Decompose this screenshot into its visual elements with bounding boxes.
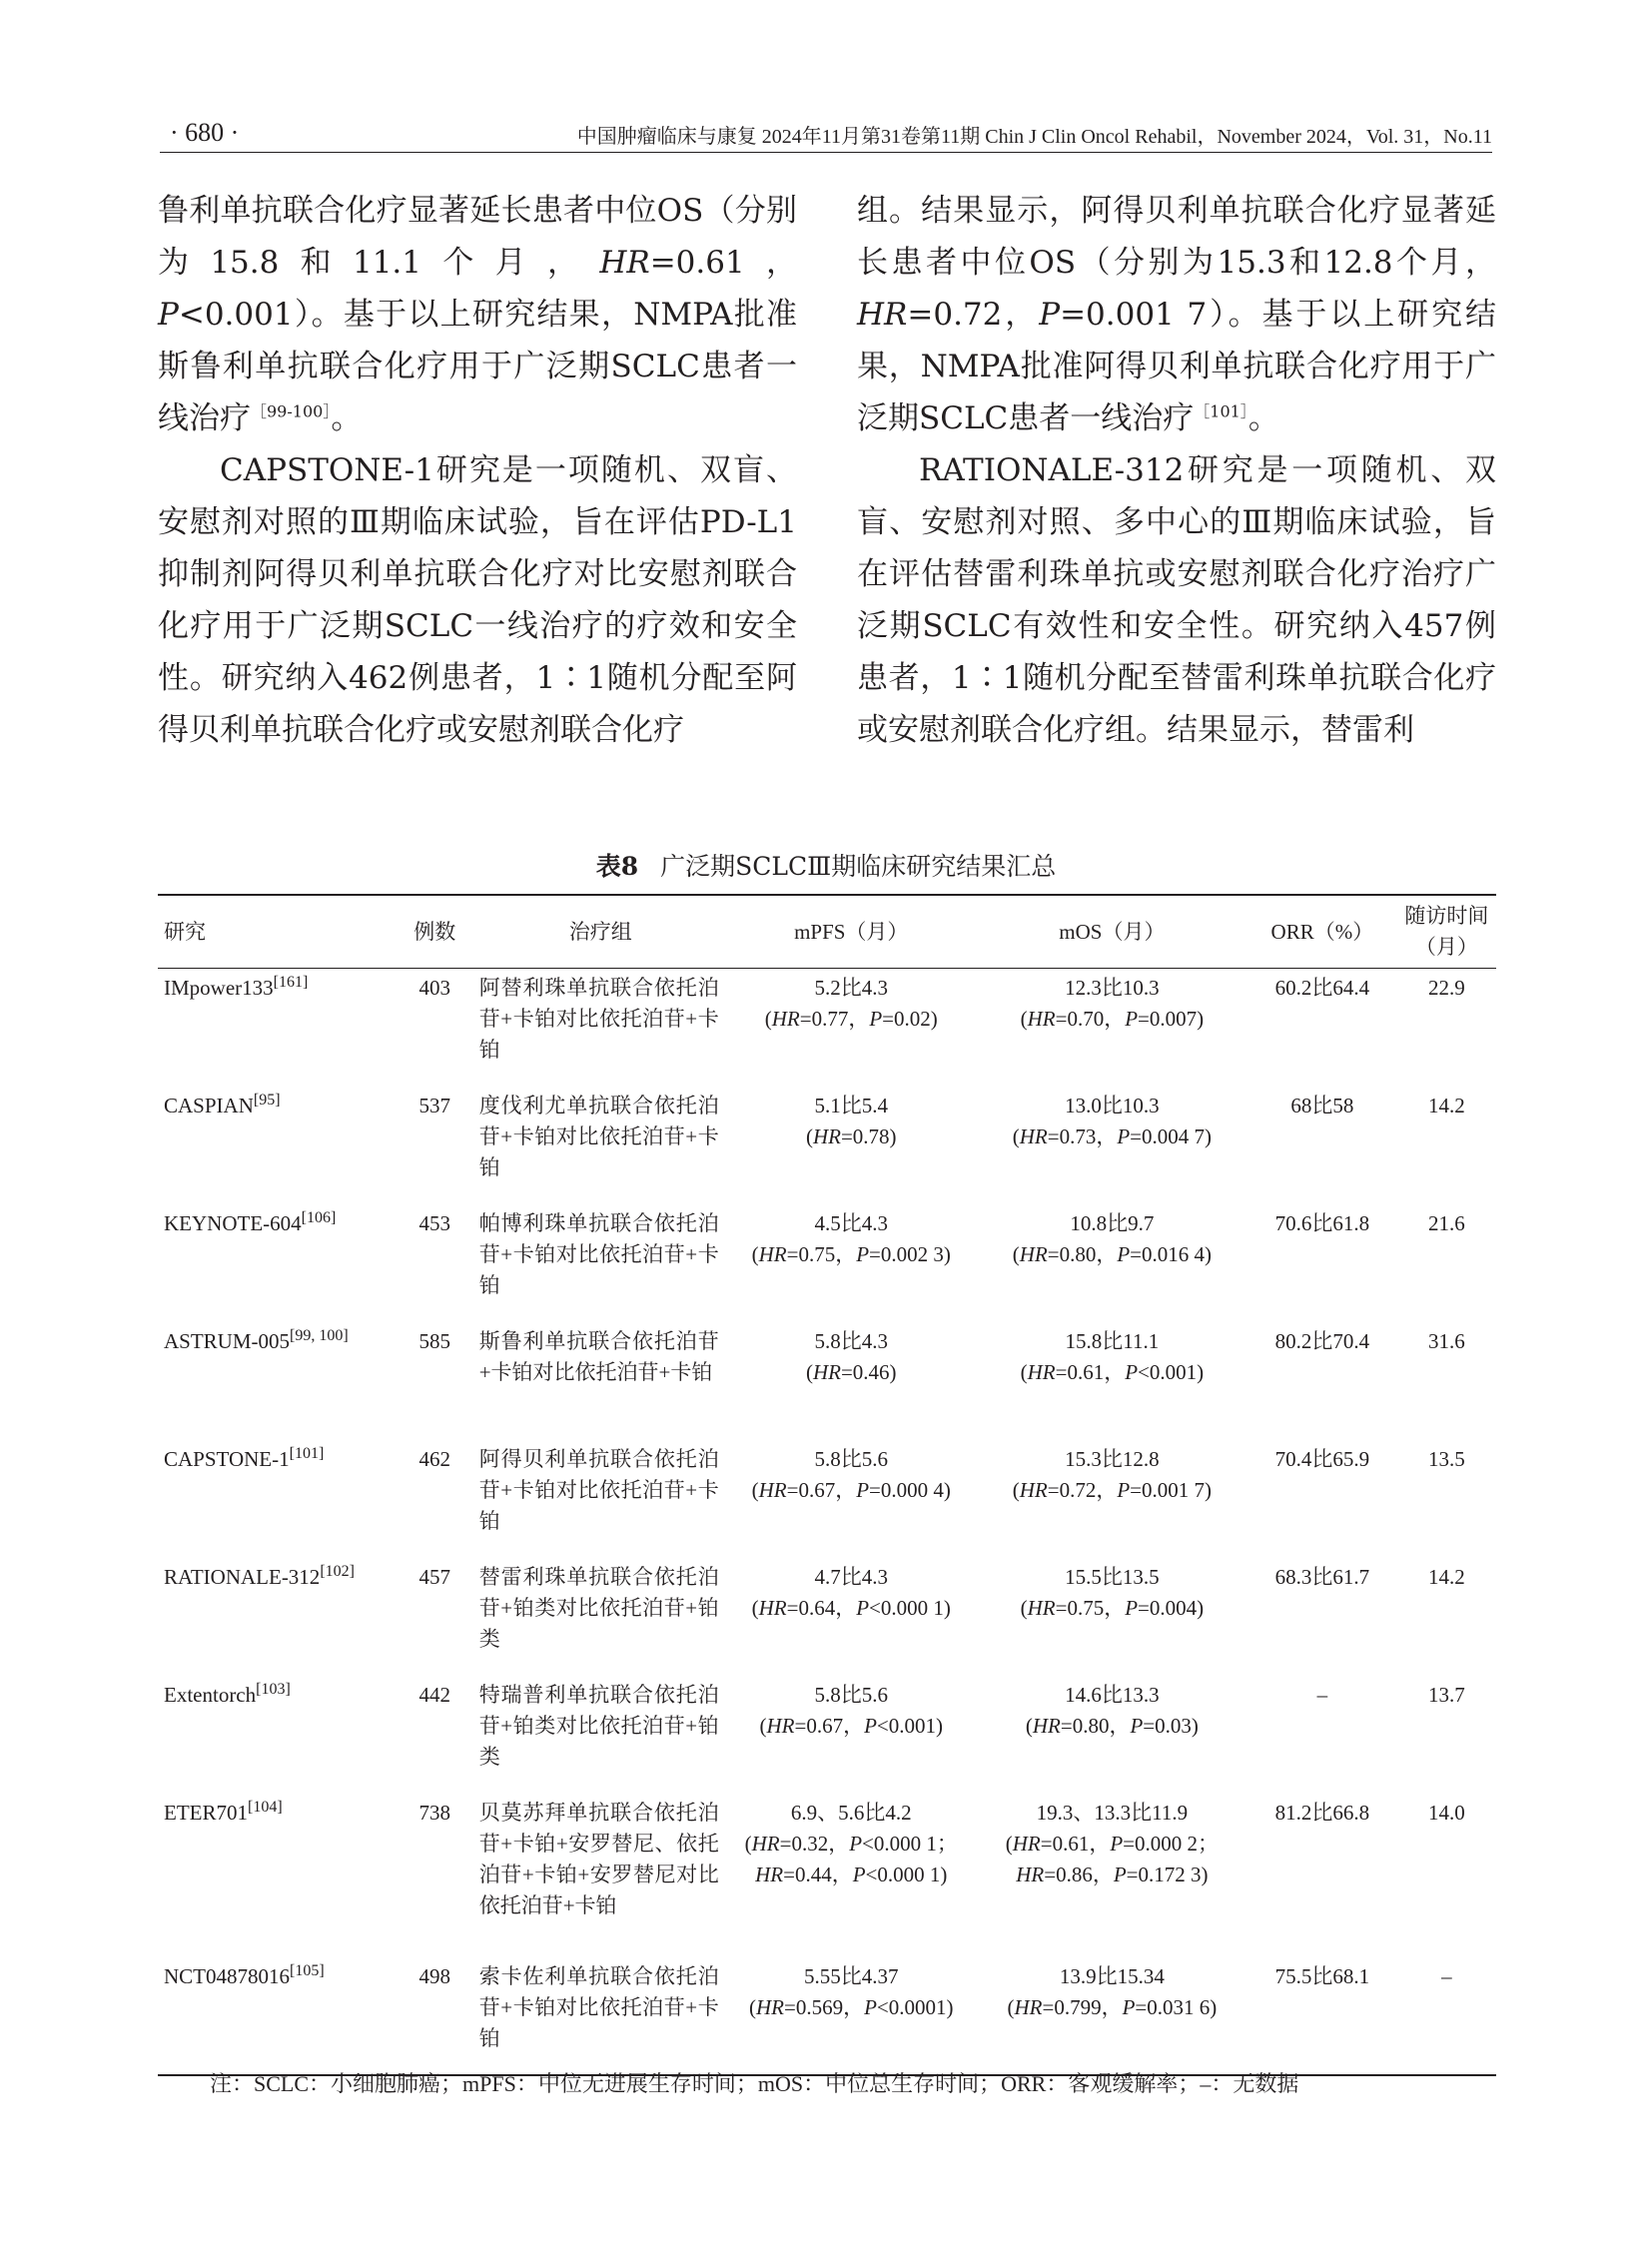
hr-symbol: HR xyxy=(599,245,650,281)
table-row xyxy=(158,969,1496,1087)
cell-followup: 22.9 xyxy=(1428,976,1465,1000)
text-run: =0.72， xyxy=(907,297,1040,333)
citation-ref: ［99-100］ xyxy=(251,401,332,421)
study-ref: [101] xyxy=(289,1444,325,1462)
cell-mpfs xyxy=(726,1794,977,1957)
cell-followup: 31.6 xyxy=(1428,1328,1465,1353)
mpfs-value: 5.1比5.4 xyxy=(814,1093,888,1118)
cell-mos xyxy=(977,1204,1247,1322)
hr-symbol: HR xyxy=(857,297,908,333)
cell-arm xyxy=(469,1322,726,1440)
study-ref: [99, 100] xyxy=(290,1326,349,1344)
cell-n: 738 xyxy=(418,1800,451,1825)
study-name: NCT04878016 xyxy=(164,1963,290,1988)
study-ref: [102] xyxy=(320,1562,355,1580)
cell-study xyxy=(158,1440,401,1558)
mpfs-value: 5.8比4.3 xyxy=(814,1328,888,1353)
arm-text: 特瑞普利单抗联合依托泊苷+铂类对比依托泊苷+铂类 xyxy=(478,1682,719,1769)
table-header-row xyxy=(158,895,1496,969)
study-name: KEYNOTE-604 xyxy=(164,1210,302,1235)
table-title: 广泛期SCLCⅢ期临床研究结果汇总 xyxy=(660,852,1057,881)
table-row xyxy=(158,1087,1496,1204)
study-name: CASPIAN xyxy=(164,1093,254,1118)
arm-text: 斯鲁利单抗联合依托泊苷+卡铂对比依托泊苷+卡铂 xyxy=(478,1328,719,1384)
cell-n: 403 xyxy=(418,976,451,1000)
cell-n: 462 xyxy=(418,1446,451,1471)
study-name: Extentorch xyxy=(164,1682,257,1707)
p-symbol: P xyxy=(158,297,179,333)
mos-value: 19.3、13.3比11.9 xyxy=(1036,1800,1189,1825)
cell-followup: 14.2 xyxy=(1428,1564,1465,1589)
table-caption xyxy=(0,847,1652,883)
mos-stats: (HR=0.70，P=0.007) xyxy=(1020,1007,1205,1031)
arm-text: 替雷利珠单抗联合依托泊苷+铂类对比依托泊苷+铂类 xyxy=(478,1564,719,1651)
study-name: CAPSTONE-1 xyxy=(164,1446,290,1471)
mos-value: 12.3比10.3 xyxy=(1065,976,1160,1000)
left-column xyxy=(158,185,797,756)
citation-ref: ［101］ xyxy=(1194,401,1248,421)
cell-n: 442 xyxy=(418,1682,451,1707)
cell-arm xyxy=(469,969,726,1087)
cell-n: 457 xyxy=(418,1564,451,1589)
cell-n: 585 xyxy=(418,1328,451,1353)
header-n: 例数 xyxy=(413,919,456,944)
cell-n: 537 xyxy=(418,1093,451,1118)
cell-arm xyxy=(469,1558,726,1676)
mos-stats: (HR=0.80，P=0.016 4) xyxy=(1012,1241,1212,1266)
table-row xyxy=(158,1204,1496,1322)
cell-orr: 68比58 xyxy=(1290,1093,1354,1118)
study-ref: [161] xyxy=(273,974,309,991)
mos-stats-2: HR=0.86，P=0.172 3) xyxy=(1016,1862,1209,1886)
cell-n: 498 xyxy=(418,1963,451,1988)
results-table xyxy=(158,894,1496,2076)
mos-stats: (HR=0.75，P=0.004) xyxy=(1020,1595,1205,1620)
cell-mos xyxy=(977,1322,1247,1440)
cell-orr: 68.3比61.7 xyxy=(1274,1564,1370,1589)
cell-arm xyxy=(469,1087,726,1204)
cell-orr: – xyxy=(1316,1682,1328,1707)
mos-stats: (HR=0.61，P<0.001) xyxy=(1020,1359,1205,1384)
cell-arm xyxy=(469,1440,726,1558)
arm-text: 阿得贝利单抗联合依托泊苷+卡铂对比依托泊苷+卡铂 xyxy=(478,1446,719,1533)
header-orr: ORR（%） xyxy=(1270,919,1374,944)
cell-study xyxy=(158,969,401,1087)
mos-stats: (HR=0.61，P=0.000 2； xyxy=(1005,1831,1219,1856)
cell-mos xyxy=(977,1440,1247,1558)
cell-mos xyxy=(977,1676,1247,1794)
cell-followup: 14.0 xyxy=(1428,1800,1465,1825)
text-run: =0.61， xyxy=(649,245,798,281)
running-header xyxy=(160,112,1492,153)
cell-mos xyxy=(977,969,1247,1087)
table-row xyxy=(158,1676,1496,1794)
cell-study xyxy=(158,1794,401,1957)
cell-mpfs xyxy=(726,1204,977,1322)
cell-mpfs xyxy=(726,1440,977,1558)
cell-study xyxy=(158,1204,401,1322)
cell-orr: 70.6比61.8 xyxy=(1274,1210,1370,1235)
cell-mpfs xyxy=(726,1087,977,1204)
cell-followup: 21.6 xyxy=(1428,1210,1465,1235)
page-number: · 680 · xyxy=(170,118,240,147)
table-note: 注：SCLC：小细胞肺癌；mPFS：中位无进展生存时间；mOS：中位总生存时间；ORR：客观缓解率；–：无数据 xyxy=(210,2071,1299,2096)
header-arm: 治疗组 xyxy=(568,919,632,944)
mpfs-stats: (HR=0.67，P=0.000 4) xyxy=(751,1477,951,1502)
cell-followup: 13.5 xyxy=(1428,1446,1465,1471)
text-run: 。 xyxy=(331,400,363,436)
cell-study xyxy=(158,1676,401,1794)
text-run: 鲁利单抗联合化疗显著延长患者中位OS（分别为15.8和11.1个月， xyxy=(158,193,797,281)
mpfs-stats: (HR=0.67，P<0.001) xyxy=(759,1713,944,1738)
cell-study xyxy=(158,1087,401,1204)
mpfs-value: 5.8比5.6 xyxy=(814,1682,888,1707)
cell-mpfs xyxy=(726,1558,977,1676)
study-name: ETER701 xyxy=(164,1800,248,1825)
cell-study xyxy=(158,1558,401,1676)
mos-value: 10.8比9.7 xyxy=(1070,1210,1155,1235)
mos-stats: (HR=0.72，P=0.001 7) xyxy=(1012,1477,1212,1502)
cell-n: 453 xyxy=(418,1210,451,1235)
mpfs-stats: (HR=0.64，P<0.000 1) xyxy=(751,1595,951,1620)
study-name: ASTRUM-005 xyxy=(164,1328,291,1353)
cell-arm xyxy=(469,1676,726,1794)
text-run: 。 xyxy=(1247,400,1279,436)
arm-text: 索卡佐利单抗联合依托泊苷+卡铂对比依托泊苷+卡铂 xyxy=(478,1963,719,2050)
table-row xyxy=(158,1794,1496,1957)
mpfs-value: 5.55比4.37 xyxy=(804,1963,899,1988)
header-followup xyxy=(1397,895,1496,969)
left-paragraph-1 xyxy=(158,185,797,444)
right-column xyxy=(857,185,1496,756)
cell-orr: 70.4比65.9 xyxy=(1274,1446,1370,1471)
cell-followup: 13.7 xyxy=(1428,1682,1465,1707)
mos-value: 13.9比15.34 xyxy=(1059,1963,1165,1988)
mpfs-stats: (HR=0.78) xyxy=(805,1123,897,1148)
cell-followup: 14.2 xyxy=(1428,1093,1465,1118)
right-paragraph-1 xyxy=(857,185,1496,444)
study-ref: [103] xyxy=(256,1680,291,1698)
header-mpfs: mPFS（月） xyxy=(794,919,909,944)
study-name: IMpower133 xyxy=(164,976,274,1000)
header-followup-line1: 随访时间 xyxy=(1404,904,1489,928)
mpfs-value: 5.2比4.3 xyxy=(814,976,888,1000)
mpfs-stats: (HR=0.32，P<0.000 1； xyxy=(744,1831,958,1856)
mpfs-stats: (HR=0.75，P=0.002 3) xyxy=(751,1241,951,1266)
mos-value: 15.3比12.8 xyxy=(1065,1446,1160,1471)
table-row xyxy=(158,1440,1496,1558)
table-row xyxy=(158,1322,1496,1440)
mpfs-value: 4.5比4.3 xyxy=(814,1210,888,1235)
cell-orr: 60.2比64.4 xyxy=(1274,976,1370,1000)
mos-value: 14.6比13.3 xyxy=(1065,1682,1160,1707)
cell-orr: 81.2比66.8 xyxy=(1274,1800,1370,1825)
mos-stats: (HR=0.80，P=0.03) xyxy=(1025,1713,1199,1738)
study-ref: [104] xyxy=(248,1798,283,1816)
arm-text: 帕博利珠单抗联合依托泊苷+卡铂对比依托泊苷+卡铂 xyxy=(478,1210,719,1297)
mos-stats: (HR=0.73，P=0.004 7) xyxy=(1012,1123,1212,1148)
mpfs-value: 4.7比4.3 xyxy=(814,1564,888,1589)
cell-orr: 80.2比70.4 xyxy=(1274,1328,1370,1353)
text-run: =0.001 7）。基于以上研究结果，NMPA批准阿得贝利单抗联合化疗用于广泛期SCLC患者一线治疗 xyxy=(857,297,1496,436)
cell-mos xyxy=(977,1957,1247,2075)
arm-text: 贝莫苏拜单抗联合依托泊苷+卡铂+安罗替尼、依托泊苷+卡铂+安罗替尼对比依托泊苷+卡铂 xyxy=(478,1800,719,1917)
cell-mpfs xyxy=(726,1957,977,2075)
header-followup-line2: （月） xyxy=(1414,935,1478,959)
mpfs-stats: (HR=0.569，P<0.0001) xyxy=(749,1994,954,2019)
mos-stats: (HR=0.799，P=0.031 6) xyxy=(1007,1994,1218,2019)
mos-value: 15.5比13.5 xyxy=(1065,1564,1160,1589)
cell-mpfs xyxy=(726,969,977,1087)
cell-followup: – xyxy=(1441,1963,1452,1988)
text-run: 组。结果显示，阿得贝利单抗联合化疗显著延长患者中位OS（分别为15.3和12.8个月， xyxy=(857,193,1496,281)
cell-arm xyxy=(469,1957,726,2075)
cell-orr: 75.5比68.1 xyxy=(1274,1963,1370,1988)
cell-arm xyxy=(469,1204,726,1322)
cell-study xyxy=(158,1957,401,2075)
left-paragraph-2: CAPSTONE-1研究是一项随机、双盲、安慰剂对照的Ⅲ期临床试验，旨在评估PD-L1抑制剂阿得贝利单抗联合化疗对比安慰剂联合化疗用于广泛期SCLC一线治疗的疗效和安全性。研究纳入462例患者，1∶1随机分配至阿得贝利单抗联合化疗或安慰剂联合化疗 xyxy=(158,452,797,748)
header-mos: mOS（月） xyxy=(1059,919,1166,944)
cell-mos xyxy=(977,1087,1247,1204)
journal-citation: 中国肿瘤临床与康复 2024年11月第31卷第11期 Chin J Clin Oncol Rehabil，November 2024，Vol. 31，No.11 xyxy=(576,126,1492,148)
cell-arm xyxy=(469,1794,726,1957)
study-ref: [106] xyxy=(301,1208,337,1226)
header-study: 研究 xyxy=(164,919,206,944)
text-run: <0.001）。基于以上研究结果，NMPA批准斯鲁利单抗联合化疗用于广泛期SCLC患者一线治疗 xyxy=(158,297,797,436)
cell-mpfs xyxy=(726,1322,977,1440)
p-symbol: P xyxy=(1039,297,1061,333)
right-paragraph-2: RATIONALE-312研究是一项随机、双盲、安慰剂对照、多中心的Ⅲ期临床试验，旨在评估替雷利珠单抗或安慰剂联合化疗治疗广泛期SCLC有效性和安全性。研究纳入457例患者，1∶1随机分配至替雷利珠单抗联合化疗或安慰剂联合化疗组。结果显示，替雷利 xyxy=(857,452,1496,748)
cell-study xyxy=(158,1322,401,1440)
study-name: RATIONALE-312 xyxy=(164,1564,321,1589)
mos-value: 13.0比10.3 xyxy=(1065,1093,1160,1118)
mos-value: 15.8比11.1 xyxy=(1065,1328,1160,1353)
table-row xyxy=(158,1957,1496,2075)
study-ref: [95] xyxy=(253,1091,281,1109)
study-ref: [105] xyxy=(290,1961,325,1979)
cell-mos xyxy=(977,1794,1247,1957)
arm-text: 度伐利尤单抗联合依托泊苷+卡铂对比依托泊苷+卡铂 xyxy=(478,1093,719,1179)
mpfs-stats: (HR=0.77，P=0.02) xyxy=(764,1007,938,1031)
arm-text: 阿替利珠单抗联合依托泊苷+卡铂对比依托泊苷+卡铂 xyxy=(478,976,719,1062)
mpfs-stats-2: HR=0.44，P<0.000 1) xyxy=(755,1862,948,1886)
table-label: 表8 xyxy=(595,852,639,881)
cell-mos xyxy=(977,1558,1247,1676)
mpfs-value: 5.8比5.6 xyxy=(814,1446,888,1471)
mpfs-stats: (HR=0.46) xyxy=(805,1359,897,1384)
cell-mpfs xyxy=(726,1676,977,1794)
mpfs-value: 6.9、5.6比4.2 xyxy=(790,1800,912,1825)
table-row xyxy=(158,1558,1496,1676)
